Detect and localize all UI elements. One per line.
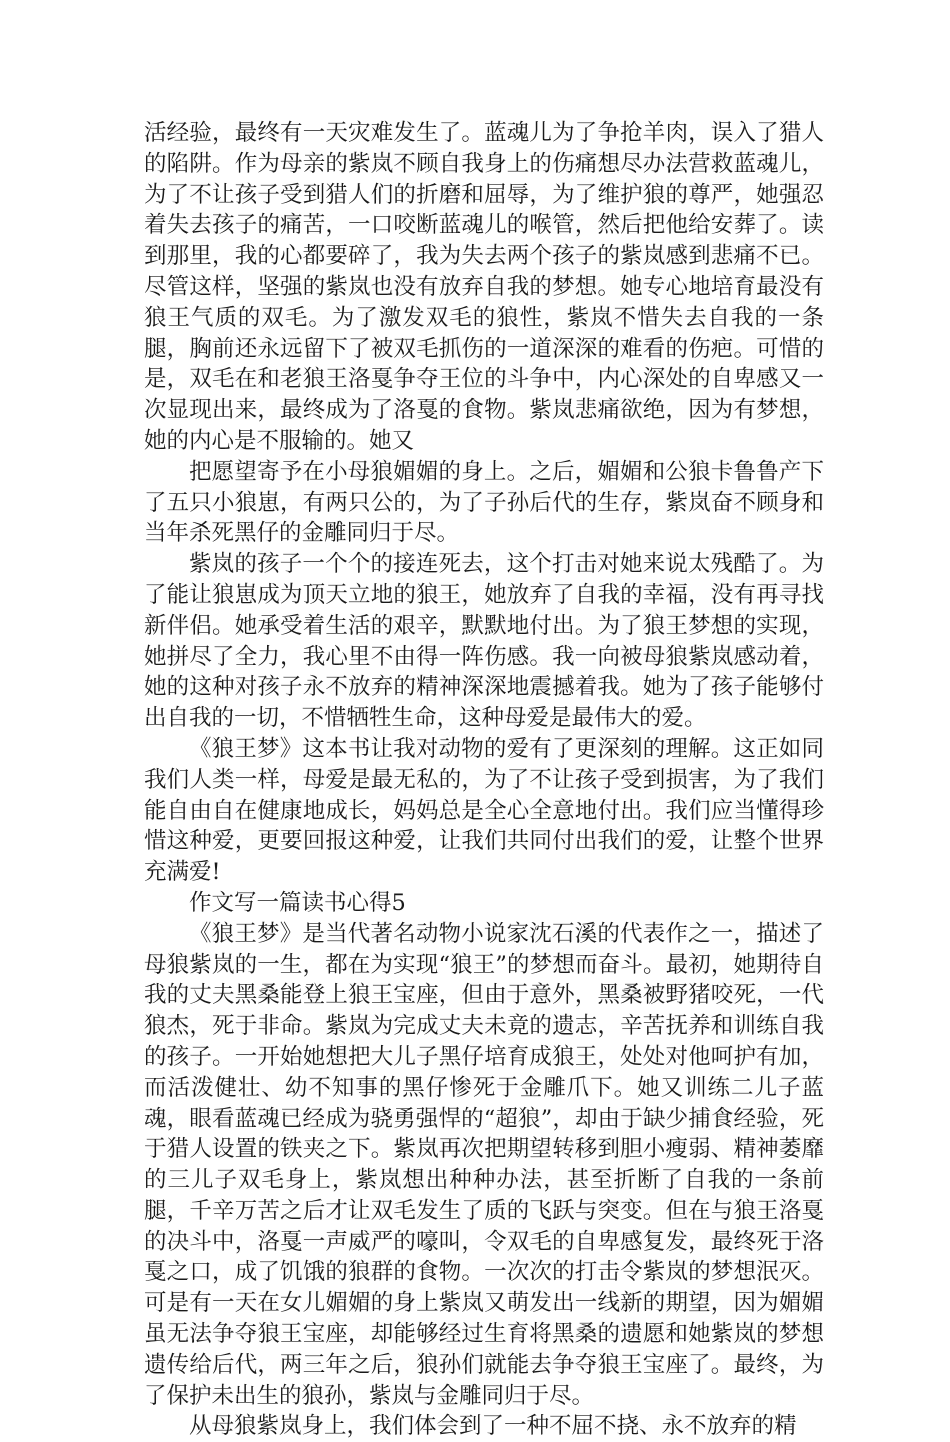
paragraph-4: 《狼王梦》这本书让我对动物的爱有了更深刻的理解。这正如同我们人类一样，母爱是最无私的，为了不让孩子受到损害，为了我们能自由自在健康地成长，妈妈总是全心全意地付出。我们应当懂得珍惜这种爱，更要回报这种爱，让我们共同付出我们的爱，让整个世界充满爱! xyxy=(144,735,824,886)
paragraph-1: 活经验，最终有一天灾难发生了。蓝魂儿为了争抢羊肉，误入了猎人的陷阱。作为母亲的紫岚不顾自我身上的伤痛想尽办法营救蓝魂儿，为了不让孩子受到猎人们的折磨和屈辱，为了维护狼的尊严，她强忍着失去孩子的痛苦，一口咬断蓝魂儿的喉管，然后把他给安葬了。读到那里，我的心都要碎了，我为失去两个孩子的紫岚感到悲痛不已。尽管这样，坚强的紫岚也没有放弃自我的梦想。她专心地培育最没有狼王气质的双毛。为了激发双毛的狼性，紫岚不惜失去自我的一条腿，胸前还永远留下了被双毛抓伤的一道深深的难看的伤疤。可惜的是，双毛在和老狼王洛戛争夺王位的斗争中，内心深处的自卑感又一次显现出来，最终成为了洛戛的食物。紫岚悲痛欲绝，因为有梦想，她的内心是不服输的。她又 xyxy=(144,120,824,454)
document-page xyxy=(144,118,824,1442)
paragraph-3: 紫岚的孩子一个个的接连死去，这个打击对她来说太残酷了。为了能让狼崽成为顶天立地的狼王，她放弃了自我的幸福，没有再寻找新伴侣。她承受着生活的艰辛，默默地付出。为了狼王梦想的实现，她拼尽了全力，我心里不由得一阵伤感。我一向被母狼紫岚感动着，她的这种对孩子永不放弃的精神深深地震撼着我。她为了孩子能够付出自我的一切，不惜牺牲生命，这种母爱是最伟大的爱。 xyxy=(144,551,824,732)
paragraph-6: 从母狼紫岚身上，我们体会到了一种不屈不挠、永不放弃的精 xyxy=(189,1413,797,1440)
paragraph-5: 《狼王梦》是当代著名动物小说家沈石溪的代表作之一，描述了母狼紫岚的一生，都在为实现“狼王”的梦想而奋斗。最初，她期待自我的丈夫黑桑能登上狼王宝座，但由于意外，黑桑被野猪咬死，一代狼杰，死于非命。紫岚为完成丈夫未竟的遗志，辛苦抚养和训练自我的孩子。一开始她想把大儿子黑仔培育成狼王，处处对他呵护有加，而活泼健壮、幼不知事的黑仔惨死于金雕爪下。她又训练二儿子蓝魂，眼看蓝魂已经成为骁勇强悍的“超狼”，却由于缺少捕食经验，死于猎人设置的铁夹之下。紫岚再次把期望转移到胆小瘦弱、精神萎靡的三儿子双毛身上，紫岚想出种种办法，甚至折断了自我的一条前腿，千辛万苦之后才让双毛发生了质的飞跃与突变。但在与狼王洛戛的决斗中，洛戛一声威严的嚎叫，令双毛的自卑感复发，最终死于洛戛之口，成了饥饿的狼群的食物。一次次的打击令紫岚的梦想泯灭。可是有一天在女儿媚媚的身上紫岚又萌发出一线新的期望，因为媚媚虽无法争夺狼王宝座，却能够经过生育将黑桑的遗愿和她紫岚的梦想遗传给后代，两三年之后，狼孙们就能去争夺狼王宝座了。最终，为了保护未出生的狼孙，紫岚与金雕同归于尽。 xyxy=(144,920,824,1409)
paragraph-2: 把愿望寄予在小母狼媚媚的身上。之后，媚媚和公狼卡鲁鲁产下了五只小狼崽，有两只公的，为了子孙后代的生存，紫岚奋不顾身和当年杀死黑仔的金雕同归于尽。 xyxy=(144,458,824,547)
section-heading: 作文写一篇读书心得5 xyxy=(189,889,406,916)
